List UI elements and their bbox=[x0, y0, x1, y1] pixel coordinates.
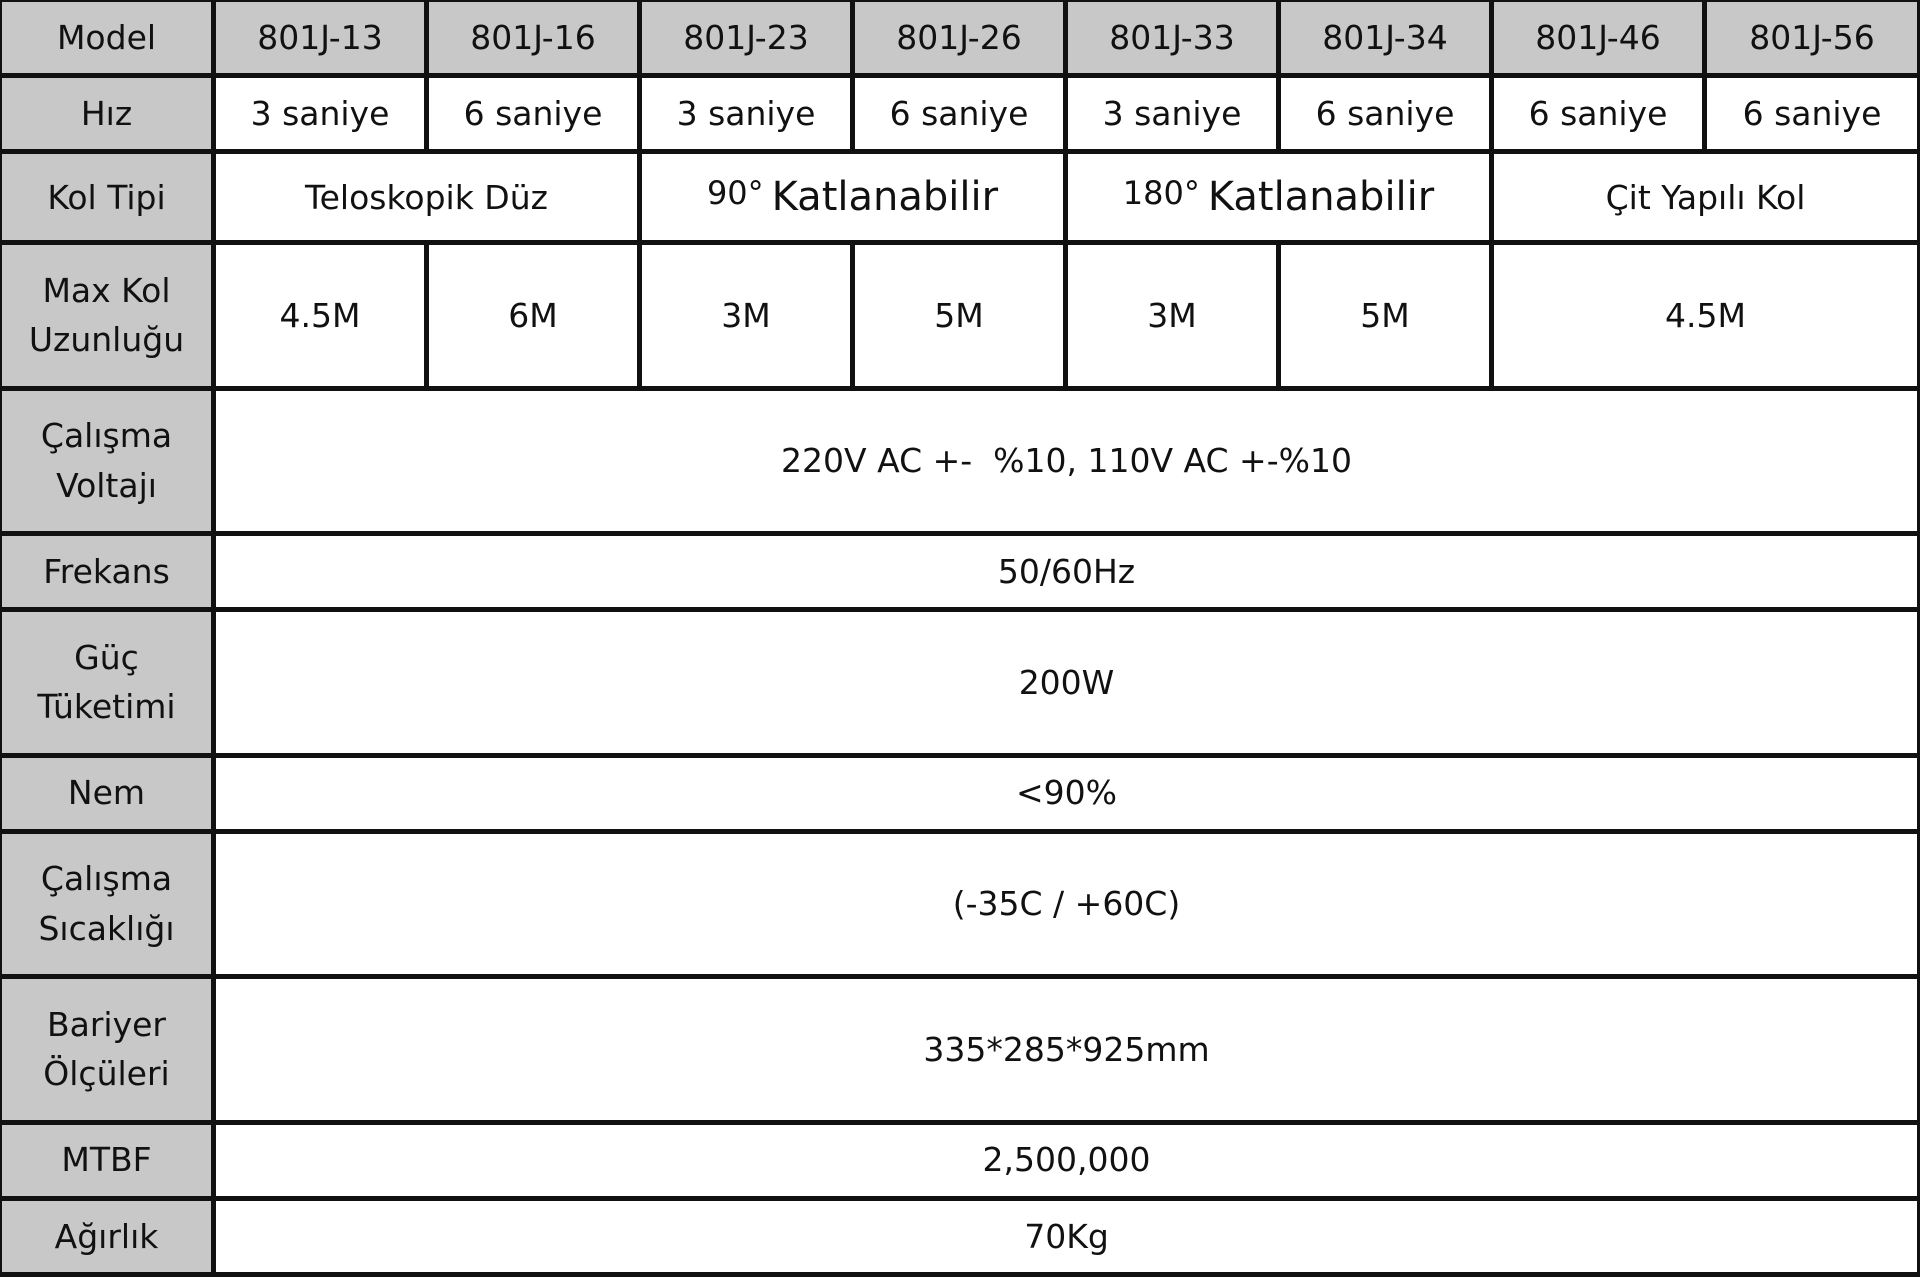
label-line: Uzunluğu bbox=[28, 320, 185, 360]
row-label-voltage bbox=[0, 388, 214, 533]
label-line: Güç bbox=[74, 637, 139, 677]
row-arm-length bbox=[0, 243, 1920, 388]
speed-cell: 3 saniye bbox=[214, 76, 427, 152]
row-frequency bbox=[0, 534, 1920, 610]
row-label-weight: Ağırlık bbox=[0, 1198, 214, 1274]
row-voltage bbox=[0, 388, 1920, 533]
power-value: 200W bbox=[214, 610, 1920, 755]
row-label-mtbf: MTBF bbox=[0, 1122, 214, 1198]
row-label-model: Model bbox=[0, 0, 214, 76]
model-cell: 801J-16 bbox=[427, 0, 640, 76]
arm-type-cell bbox=[1066, 152, 1492, 243]
arm-length-cell: 6M bbox=[427, 243, 640, 388]
label-line: Voltajı bbox=[56, 465, 157, 505]
arm-angle: 90° bbox=[706, 174, 764, 213]
speed-cell: 6 saniye bbox=[1279, 76, 1492, 152]
arm-type-cell bbox=[1492, 152, 1920, 243]
voltage-value: 220V AC +- %10, 110V AC +-%10 bbox=[214, 388, 1920, 533]
speed-cell: 3 saniye bbox=[1066, 76, 1279, 152]
arm-length-cell: 4.5M bbox=[214, 243, 427, 388]
model-cell: 801J-13 bbox=[214, 0, 427, 76]
speed-cell: 3 saniye bbox=[640, 76, 853, 152]
label-line: Bariyer bbox=[47, 1004, 166, 1044]
arm-length-cell: 5M bbox=[853, 243, 1066, 388]
model-cell: 801J-56 bbox=[1705, 0, 1920, 76]
row-power bbox=[0, 610, 1920, 755]
label-line: Çalışma bbox=[40, 859, 173, 899]
arm-length-cell: 5M bbox=[1279, 243, 1492, 388]
arm-length-cell: 4.5M bbox=[1492, 243, 1920, 388]
row-label-frequency: Frekans bbox=[0, 534, 214, 610]
arm-type-cell bbox=[640, 152, 1066, 243]
arm-type-text: Teloskopik Düz bbox=[305, 177, 548, 217]
label-line: Ölçüleri bbox=[43, 1054, 170, 1094]
speed-cell: 6 saniye bbox=[427, 76, 640, 152]
row-label-speed: Hız bbox=[0, 76, 214, 152]
row-arm-type bbox=[0, 152, 1920, 243]
speed-cell: 6 saniye bbox=[853, 76, 1066, 152]
arm-type-cell bbox=[214, 152, 640, 243]
row-label-dimensions bbox=[0, 977, 214, 1122]
row-label-humidity: Nem bbox=[0, 755, 214, 831]
row-label-power bbox=[0, 610, 214, 755]
model-cell: 801J-33 bbox=[1066, 0, 1279, 76]
row-label-arm-type: Kol Tipi bbox=[0, 152, 214, 243]
row-weight bbox=[0, 1198, 1920, 1274]
speed-cell: 6 saniye bbox=[1705, 76, 1920, 152]
row-speed bbox=[0, 76, 1920, 152]
model-cell: 801J-26 bbox=[853, 0, 1066, 76]
label-line: Tüketimi bbox=[37, 687, 176, 727]
mtbf-value: 2,500,000 bbox=[214, 1122, 1920, 1198]
label-line: Max Kol bbox=[42, 270, 171, 310]
model-cell: 801J-23 bbox=[640, 0, 853, 76]
label-line: Sıcaklığı bbox=[38, 908, 175, 948]
arm-length-cell: 3M bbox=[1066, 243, 1279, 388]
row-mtbf bbox=[0, 1122, 1920, 1198]
arm-type-text: Çit Yapılı Kol bbox=[1605, 177, 1806, 217]
row-dimensions bbox=[0, 977, 1920, 1122]
weight-value: 70Kg bbox=[214, 1198, 1920, 1274]
row-label-arm-length bbox=[0, 243, 214, 388]
temperature-value: (-35C / +60C) bbox=[214, 831, 1920, 976]
row-label-temperature bbox=[0, 831, 214, 976]
arm-type-text: Katlanabilir bbox=[1207, 174, 1435, 221]
row-temperature bbox=[0, 831, 1920, 976]
speed-cell: 6 saniye bbox=[1492, 76, 1705, 152]
arm-angle: 180° bbox=[1122, 174, 1200, 213]
model-cell: 801J-46 bbox=[1492, 0, 1705, 76]
frequency-value: 50/60Hz bbox=[214, 534, 1920, 610]
model-cell: 801J-34 bbox=[1279, 0, 1492, 76]
row-humidity bbox=[0, 755, 1920, 831]
arm-type-text: Katlanabilir bbox=[771, 174, 999, 221]
label-line: Çalışma bbox=[40, 416, 173, 456]
row-model bbox=[0, 0, 1920, 76]
dimensions-value: 335*285*925mm bbox=[214, 977, 1920, 1122]
arm-length-cell: 3M bbox=[640, 243, 853, 388]
humidity-value: <90% bbox=[214, 755, 1920, 831]
